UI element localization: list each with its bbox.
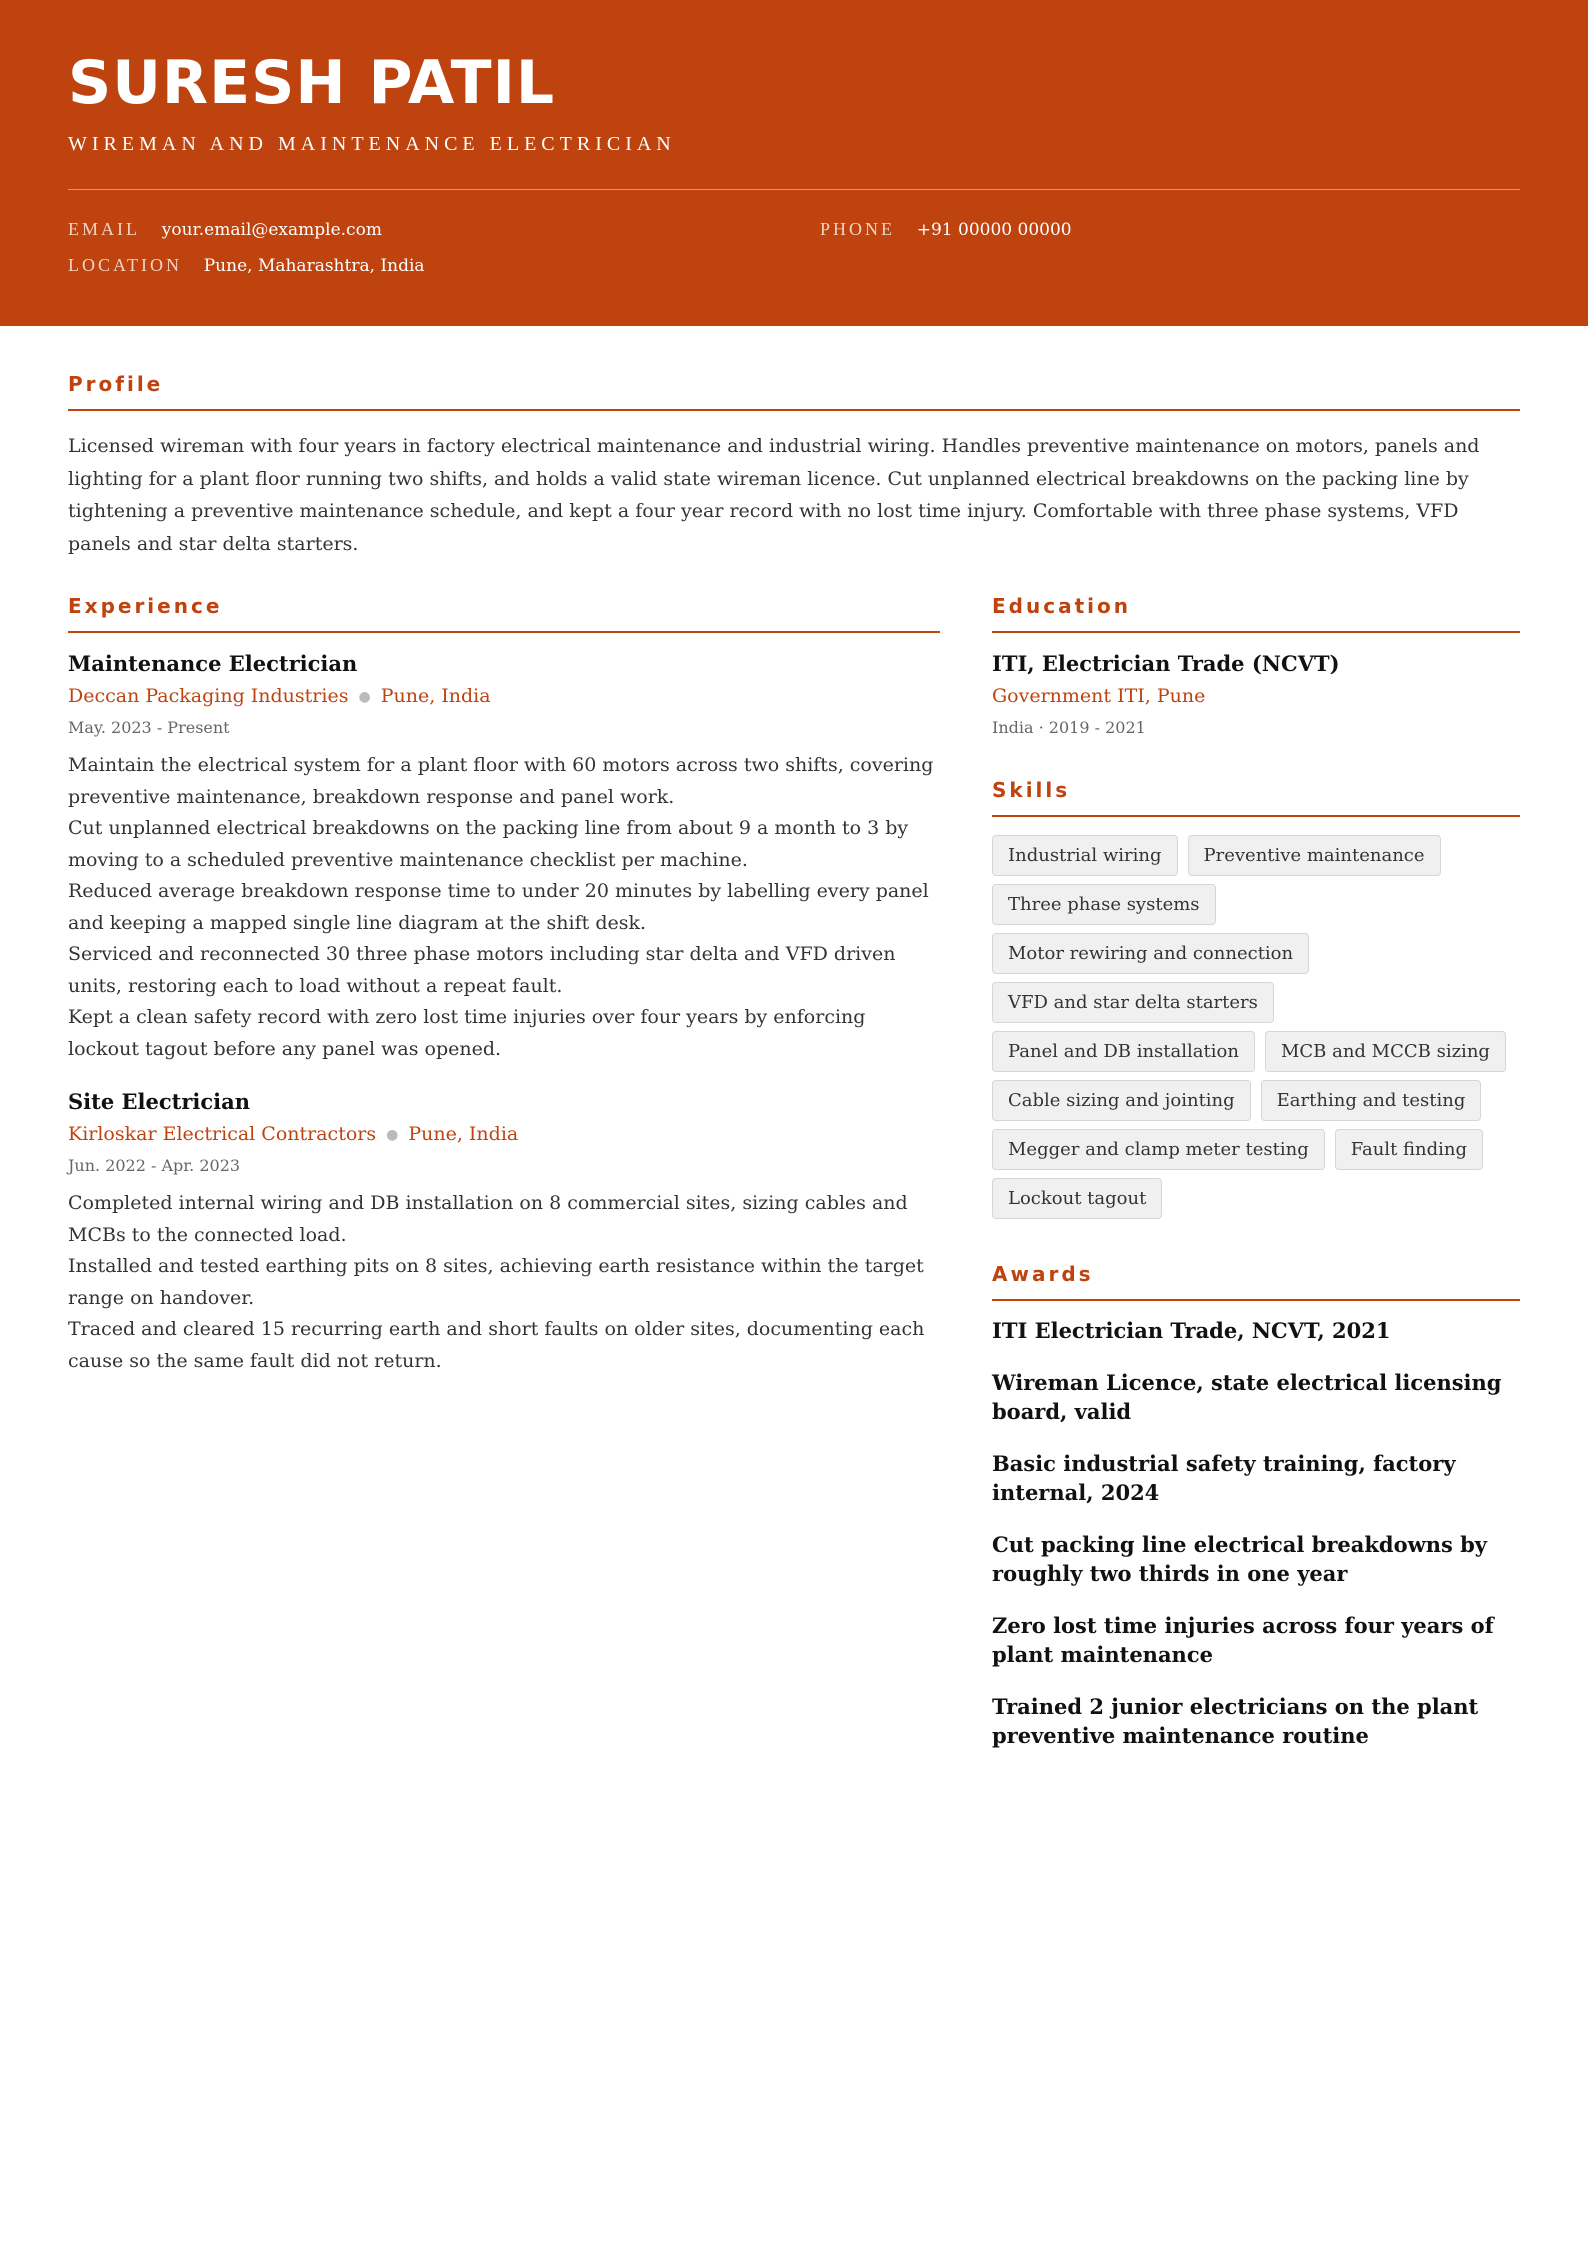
contact-email [68, 218, 382, 241]
job-bullet: Cut unplanned electrical breakdowns on the packing line from about 9 a month to 3 by moving to a scheduled preventive maintenance checklist per machine. [68, 817, 909, 871]
skill-tag: VFD and star delta starters [992, 982, 1274, 1023]
awards-rule [992, 1299, 1520, 1301]
award-item: Cut packing line electrical breakdowns by roughly two thirds in one year [992, 1532, 1487, 1586]
award-item: Basic industrial safety training, factory internal, 2024 [992, 1451, 1456, 1505]
separator-dot: ● [386, 1127, 399, 1143]
skill-tag: Panel and DB installation [992, 1031, 1255, 1072]
profile-rule [68, 409, 1520, 411]
education-school: Government ITI, Pune [992, 685, 1206, 707]
job-company: Kirloskar Electrical Contractors [68, 1123, 377, 1145]
location-value: Pune, Maharashtra, India [203, 256, 425, 276]
job-bullet: Completed internal wiring and DB installation on 8 commercial sites, sizing cables and MCBs to the connected load. [68, 1192, 908, 1246]
job-company-line [68, 685, 491, 707]
job-description [68, 1188, 940, 1377]
skills-list [992, 835, 1522, 1219]
education-heading: Education [992, 594, 1131, 618]
skill-tag: Megger and clamp meter testing [992, 1129, 1325, 1170]
experience-rule [68, 631, 940, 633]
job-bullet: Reduced average breakdown response time to under 20 minutes by labelling every panel and keeping a mapped single line diagram at the shift desk. [68, 880, 929, 934]
job-title: Maintenance Electrician [68, 651, 358, 676]
resume-header [0, 0, 1588, 326]
profile-heading: Profile [68, 372, 164, 396]
profile-summary: Licensed wireman with four years in factory electrical maintenance and industrial wiring. Handles preventive maintenance on motors, panels and lighting for a plant floor running two shifts, and holds a valid state wireman licence. Cut unplanned electrical breakdowns on the packing line by tightening a preventive maintenance schedule, and kept a four year record with no lost time injury. Comfortable with three phase systems, VFD panels and star delta starters. [68, 435, 1480, 555]
skill-tag: Motor rewiring and connection [992, 933, 1309, 974]
job-location: Pune, India [408, 1123, 519, 1145]
email-label: EMAIL [68, 219, 140, 239]
separator-dot: ● [358, 689, 371, 705]
awards-heading: Awards [992, 1262, 1094, 1286]
award-item: Trained 2 junior electricians on the plant preventive maintenance routine [992, 1694, 1479, 1748]
skill-tag: Industrial wiring [992, 835, 1178, 876]
job-company-line [68, 1123, 518, 1145]
education-rule [992, 631, 1520, 633]
skill-tag: Cable sizing and jointing [992, 1080, 1251, 1121]
skill-tag: MCB and MCCB sizing [1265, 1031, 1506, 1072]
email-value[interactable]: your.email@example.com [161, 220, 382, 240]
candidate-name: SURESH PATIL [68, 48, 556, 118]
skill-tag: Fault finding [1335, 1129, 1483, 1170]
job-description [68, 750, 940, 1065]
phone-label: PHONE [820, 219, 896, 239]
contact-phone [820, 218, 1072, 241]
job-location: Pune, India [380, 685, 491, 707]
job-dates: May. 2023 - Present [68, 718, 230, 737]
education-degree: ITI, Electrician Trade (NCVT) [992, 651, 1340, 676]
skill-tag: Lockout tagout [992, 1178, 1162, 1219]
experience-heading: Experience [68, 594, 223, 618]
job-bullet: Kept a clean safety record with zero lost time injuries over four years by enforcing lockout tagout before any panel was opened. [68, 1006, 866, 1060]
skill-tag: Earthing and testing [1261, 1080, 1482, 1121]
job-company: Deccan Packaging Industries [68, 685, 349, 707]
job-bullet: Maintain the electrical system for a plant floor with 60 motors across two shifts, covering preventive maintenance, breakdown response and panel work. [68, 754, 934, 808]
header-divider [68, 189, 1520, 190]
skills-heading: Skills [992, 778, 1071, 802]
skill-tag: Three phase systems [992, 884, 1216, 925]
skills-rule [992, 815, 1520, 817]
job-bullet: Traced and cleared 15 recurring earth and short faults on older sites, documenting each cause so the same fault did not return. [68, 1318, 925, 1372]
award-item: Zero lost time injuries across four years of plant maintenance [992, 1613, 1494, 1667]
award-item: Wireman Licence, state electrical licensing board, valid [992, 1370, 1502, 1424]
education-meta: India · 2019 - 2021 [992, 718, 1146, 737]
job-bullet: Installed and tested earthing pits on 8 sites, achieving earth resistance within the target range on handover. [68, 1255, 924, 1309]
job-dates: Jun. 2022 - Apr. 2023 [68, 1156, 241, 1175]
skill-tag: Preventive maintenance [1188, 835, 1441, 876]
candidate-title: WIREMAN AND MAINTENANCE ELECTRICIAN [68, 133, 676, 155]
contact-location [68, 254, 425, 277]
awards-list [992, 1316, 1522, 1773]
phone-value: +91 00000 00000 [916, 220, 1072, 240]
job-bullet: Serviced and reconnected 30 three phase motors including star delta and VFD driven units, restoring each to load without a repeat fault. [68, 943, 896, 997]
location-label: LOCATION [68, 255, 182, 275]
job-title: Site Electrician [68, 1089, 251, 1114]
award-item: ITI Electrician Trade, NCVT, 2021 [992, 1318, 1391, 1343]
